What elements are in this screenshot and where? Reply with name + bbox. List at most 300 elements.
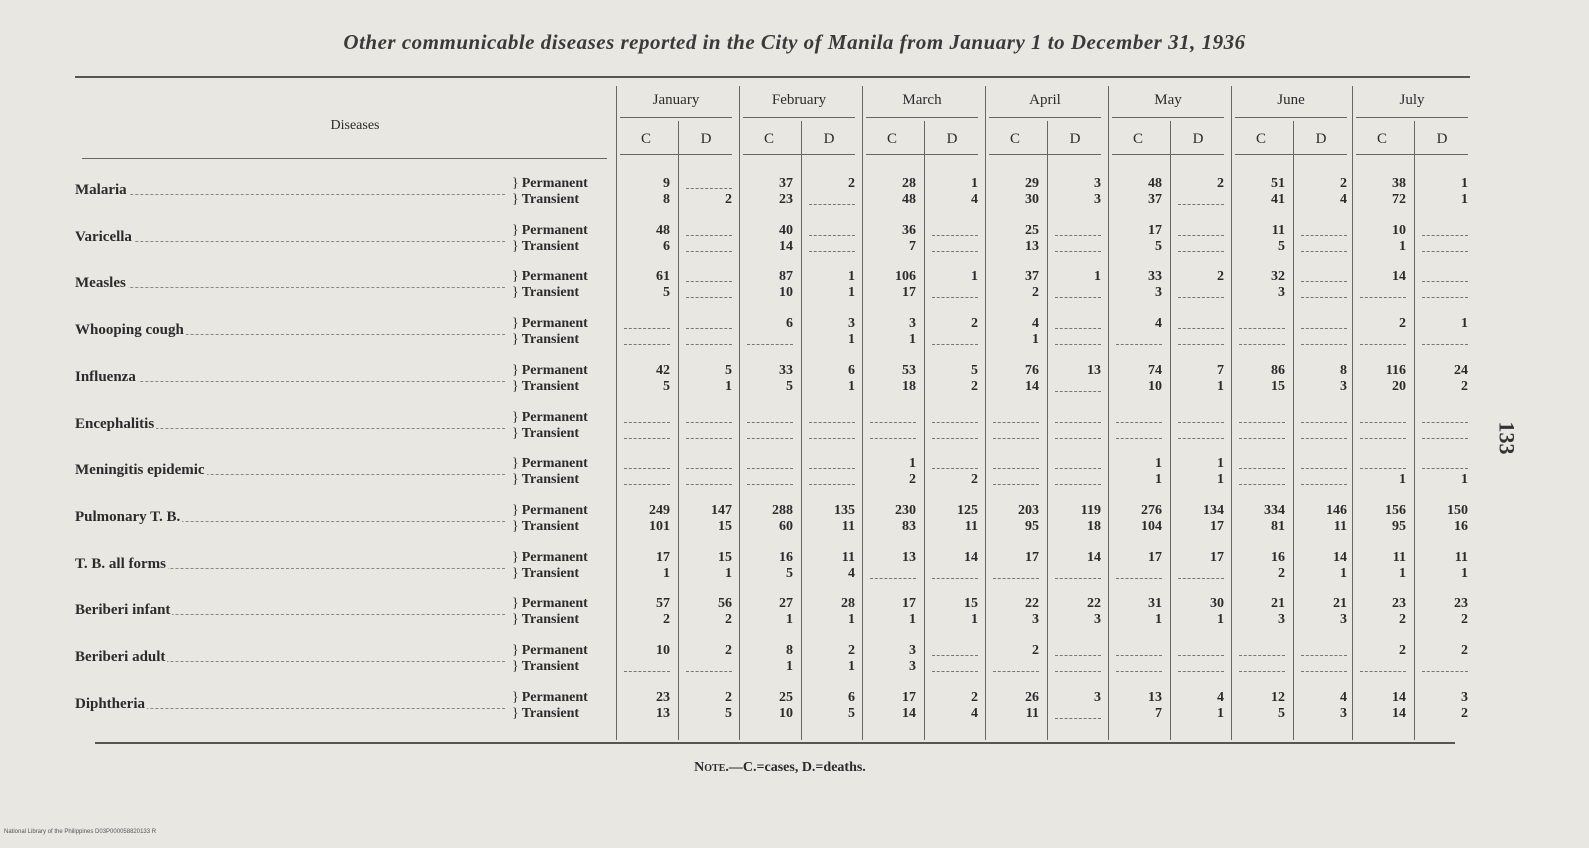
brace-mark: }: [512, 269, 519, 284]
empty-cell: [870, 578, 916, 579]
deaths-cell: 4: [848, 566, 855, 581]
disease-name-row: [75, 556, 505, 574]
deaths-cell: 3: [1094, 612, 1101, 627]
month-divider: [985, 86, 986, 740]
brace-mark: }: [512, 363, 519, 378]
cases-cell: 23: [656, 690, 670, 705]
dot-leader: [75, 182, 505, 200]
cases-cell: 17: [1025, 550, 1039, 565]
cases-cell: 1: [1032, 332, 1039, 347]
deaths-cell: 11: [964, 519, 978, 534]
deaths-cell: 1: [1217, 456, 1224, 471]
cases-cell: 57: [656, 596, 670, 611]
month-underline: [1112, 117, 1224, 118]
deaths-cell: 3: [1340, 612, 1347, 627]
type-label-transient: [512, 566, 579, 582]
type-label: Permanent: [521, 363, 588, 378]
empty-cell: [1422, 235, 1468, 236]
deaths-cell: 16: [1454, 519, 1468, 534]
leader-dots: [75, 241, 505, 242]
empty-cell: [624, 438, 670, 439]
deaths-cell: 56: [718, 596, 732, 611]
deaths-cell: 1: [971, 269, 978, 284]
deaths-cell: 1: [1461, 566, 1468, 581]
cases-cell: 5: [786, 379, 793, 394]
disease-name-row: [75, 649, 505, 667]
cases-cell: 3: [909, 659, 916, 674]
cases-cell: 10: [1392, 223, 1406, 238]
empty-cell: [1178, 235, 1224, 236]
empty-cell: [747, 422, 793, 423]
cases-cell: 1: [909, 332, 916, 347]
empty-cell: [993, 671, 1039, 672]
empty-cell: [1360, 344, 1406, 345]
empty-cell: [993, 468, 1039, 469]
empty-cell: [809, 484, 855, 485]
type-label-transient: [512, 332, 579, 348]
empty-cell: [1239, 655, 1285, 656]
deaths-cell: 4: [1340, 690, 1347, 705]
cases-cell: 74: [1148, 363, 1162, 378]
cases-cell: 72: [1392, 192, 1406, 207]
cases-cell: 6: [786, 316, 793, 331]
cd-divider: [1293, 121, 1294, 740]
library-footer: National Library of the Philippines D03P000058820133 R: [4, 829, 157, 835]
cases-cell: 5: [663, 285, 670, 300]
month-divider: [616, 86, 617, 740]
deaths-header: D: [1069, 131, 1081, 147]
empty-cell: [686, 188, 732, 189]
cases-cell: 1: [909, 612, 916, 627]
cases-cell: 104: [1141, 519, 1162, 534]
brace-mark: }: [512, 706, 519, 721]
type-label-transient: [512, 239, 579, 255]
brace-mark: }: [512, 239, 519, 254]
cd-divider: [1170, 121, 1171, 740]
deaths-cell: 15: [718, 550, 732, 565]
empty-cell: [686, 235, 732, 236]
empty-cell: [1178, 438, 1224, 439]
empty-cell: [1301, 468, 1347, 469]
type-label-transient: [512, 379, 579, 395]
cases-cell: 17: [902, 285, 916, 300]
empty-cell: [1360, 297, 1406, 298]
disease-name-row: [75, 182, 505, 200]
disease-name-row: [75, 229, 505, 247]
empty-cell: [1301, 655, 1347, 656]
deaths-cell: 2: [848, 176, 855, 191]
brace-mark: }: [512, 550, 519, 565]
deaths-cell: 135: [834, 503, 855, 518]
cases-cell: 60: [779, 519, 793, 534]
page-number: 133: [1494, 421, 1520, 455]
type-label-permanent: [512, 223, 588, 239]
bottom-rule: [95, 742, 1455, 744]
brace-mark: }: [512, 176, 519, 191]
deaths-cell: 14: [1087, 550, 1101, 565]
cases-cell: 156: [1385, 503, 1406, 518]
cases-cell: 37: [1025, 269, 1039, 284]
cases-cell: 83: [902, 519, 916, 534]
deaths-cell: 1: [1217, 379, 1224, 394]
deaths-cell: 11: [1333, 519, 1347, 534]
cases-cell: 17: [656, 550, 670, 565]
cd-underline: [1112, 154, 1224, 155]
type-label: Transient: [521, 239, 580, 254]
cases-cell: 25: [779, 690, 793, 705]
cases-cell: 18: [902, 379, 916, 394]
deaths-cell: 1: [848, 612, 855, 627]
empty-cell: [1301, 235, 1347, 236]
type-label: Permanent: [521, 550, 588, 565]
cases-cell: 3: [909, 643, 916, 658]
type-label-permanent: [512, 316, 588, 332]
cases-cell: 17: [902, 690, 916, 705]
cases-cell: 30: [1025, 192, 1039, 207]
deaths-cell: 2: [1340, 176, 1347, 191]
cases-cell: 3: [909, 316, 916, 331]
type-label: Transient: [521, 519, 580, 534]
empty-cell: [1422, 344, 1468, 345]
disease-label: Beriberi infant: [75, 602, 171, 618]
cases-cell: 3: [1278, 612, 1285, 627]
disease-name-row: [75, 416, 505, 434]
deaths-cell: 2: [971, 379, 978, 394]
empty-cell: [932, 438, 978, 439]
note-text: —C.=cases, D.=deaths.: [728, 760, 866, 775]
empty-cell: [1360, 671, 1406, 672]
cases-cell: 17: [902, 596, 916, 611]
brace-mark: }: [512, 426, 519, 441]
month-divider: [1231, 86, 1232, 740]
month-underline: [866, 117, 978, 118]
dot-leader: [75, 322, 505, 340]
empty-cell: [624, 671, 670, 672]
deaths-cell: 5: [725, 363, 732, 378]
empty-cell: [1301, 484, 1347, 485]
type-label: Transient: [521, 612, 580, 627]
cases-cell: 1: [786, 612, 793, 627]
top-rule: [75, 76, 1470, 78]
type-label: Transient: [521, 285, 580, 300]
cd-underline: [866, 154, 978, 155]
empty-cell: [1178, 671, 1224, 672]
brace-mark: }: [512, 410, 519, 425]
brace-mark: }: [512, 285, 519, 300]
empty-cell: [624, 422, 670, 423]
deaths-cell: 2: [1461, 379, 1468, 394]
empty-cell: [1301, 297, 1347, 298]
empty-cell: [1422, 468, 1468, 469]
brace-mark: }: [512, 690, 519, 705]
disease-name-row: [75, 696, 505, 714]
empty-cell: [686, 468, 732, 469]
empty-cell: [932, 344, 978, 345]
cases-cell: 17: [1148, 550, 1162, 565]
deaths-cell: 2: [725, 612, 732, 627]
deaths-cell: 1: [848, 269, 855, 284]
deaths-cell: 5: [725, 706, 732, 721]
month-header: April: [1029, 92, 1061, 108]
cases-cell: 8: [786, 643, 793, 658]
deaths-cell: 30: [1210, 596, 1224, 611]
empty-cell: [932, 578, 978, 579]
cases-cell: 17: [1148, 223, 1162, 238]
deaths-cell: 14: [1333, 550, 1347, 565]
type-label: Transient: [521, 566, 580, 581]
empty-cell: [747, 468, 793, 469]
cases-cell: 288: [772, 503, 793, 518]
month-divider: [1352, 86, 1353, 740]
empty-cell: [686, 281, 732, 282]
cases-cell: 249: [649, 503, 670, 518]
cases-cell: 334: [1264, 503, 1285, 518]
disease-name-row: [75, 322, 505, 340]
empty-cell: [809, 235, 855, 236]
cases-cell: 2: [1032, 643, 1039, 658]
empty-cell: [1055, 297, 1101, 298]
type-label: Transient: [521, 192, 580, 207]
deaths-cell: 1: [971, 176, 978, 191]
dot-leader: [75, 556, 505, 574]
cases-cell: 14: [779, 239, 793, 254]
deaths-cell: 2: [848, 643, 855, 658]
month-underline: [620, 117, 732, 118]
cases-header: C: [1255, 131, 1266, 147]
cases-cell: 5: [1278, 239, 1285, 254]
deaths-cell: 17: [1210, 519, 1224, 534]
brace-mark: }: [512, 566, 519, 581]
disease-label: Diphtheria: [75, 696, 146, 712]
cases-cell: 12: [1271, 690, 1285, 705]
cd-underline: [1235, 154, 1347, 155]
cases-cell: 2: [1399, 316, 1406, 331]
cd-underline: [1356, 154, 1468, 155]
empty-cell: [1301, 438, 1347, 439]
brace-mark: }: [512, 379, 519, 394]
cases-cell: 2: [663, 612, 670, 627]
cases-cell: 2: [1399, 643, 1406, 658]
month-underline: [989, 117, 1101, 118]
deaths-cell: 1: [1461, 176, 1468, 191]
deaths-cell: 146: [1326, 503, 1347, 518]
cases-cell: 33: [1148, 269, 1162, 284]
cases-cell: 3: [1278, 285, 1285, 300]
month-header: July: [1399, 92, 1425, 108]
disease-label: Encephalitis: [75, 416, 155, 432]
empty-cell: [932, 422, 978, 423]
deaths-cell: 2: [1461, 643, 1468, 658]
cases-cell: 29: [1025, 176, 1039, 191]
type-label-transient: [512, 426, 579, 442]
brace-mark: }: [512, 612, 519, 627]
cases-cell: 101: [649, 519, 670, 534]
empty-cell: [1239, 422, 1285, 423]
cases-header: C: [886, 131, 897, 147]
cases-cell: 28: [902, 176, 916, 191]
type-label: Permanent: [521, 410, 588, 425]
empty-cell: [932, 235, 978, 236]
cases-cell: 36: [902, 223, 916, 238]
deaths-header: D: [823, 131, 835, 147]
cases-cell: 27: [779, 596, 793, 611]
empty-cell: [686, 297, 732, 298]
type-label: Permanent: [521, 643, 588, 658]
empty-cell: [932, 297, 978, 298]
empty-cell: [1055, 484, 1101, 485]
empty-cell: [1239, 484, 1285, 485]
type-label-transient: [512, 472, 579, 488]
disease-label: Pulmonary T. B.: [75, 509, 181, 525]
empty-cell: [686, 344, 732, 345]
cd-divider: [1047, 121, 1048, 740]
empty-cell: [1055, 391, 1101, 392]
cases-cell: 1: [786, 659, 793, 674]
type-label: Permanent: [521, 223, 588, 238]
empty-cell: [1116, 422, 1162, 423]
deaths-cell: 1: [1217, 706, 1224, 721]
empty-cell: [747, 344, 793, 345]
cases-cell: 95: [1025, 519, 1039, 534]
disease-label: Varicella: [75, 229, 132, 245]
brace-mark: }: [512, 316, 519, 331]
deaths-cell: 1: [1094, 269, 1101, 284]
empty-cell: [1116, 578, 1162, 579]
type-label-transient: [512, 519, 579, 535]
empty-cell: [1301, 251, 1347, 252]
disease-label: Influenza: [75, 369, 136, 385]
deaths-cell: 3: [1094, 176, 1101, 191]
disease-name-row: [75, 462, 505, 480]
deaths-cell: 15: [718, 519, 732, 534]
empty-cell: [1422, 671, 1468, 672]
diseases-column-header: Diseases: [330, 118, 380, 133]
cases-cell: 13: [1025, 239, 1039, 254]
type-label-transient: [512, 706, 579, 722]
cases-cell: 31: [1148, 596, 1162, 611]
disease-name-row: [75, 275, 505, 293]
empty-cell: [1422, 438, 1468, 439]
type-label: Permanent: [521, 456, 588, 471]
cases-cell: 53: [902, 363, 916, 378]
cases-cell: 10: [779, 285, 793, 300]
brace-mark: }: [512, 596, 519, 611]
empty-cell: [809, 468, 855, 469]
deaths-cell: 11: [841, 519, 855, 534]
type-label: Transient: [521, 706, 580, 721]
deaths-cell: 2: [725, 192, 732, 207]
cases-cell: 86: [1271, 363, 1285, 378]
disease-label: Measles: [75, 275, 126, 291]
empty-cell: [747, 438, 793, 439]
deaths-cell: 3: [848, 316, 855, 331]
deaths-cell: 1: [1461, 316, 1468, 331]
type-label-permanent: [512, 269, 588, 285]
deaths-cell: 5: [971, 363, 978, 378]
deaths-cell: 3: [1094, 690, 1101, 705]
cases-cell: 3: [1032, 612, 1039, 627]
cases-cell: 5: [1155, 239, 1162, 254]
deaths-cell: 1: [725, 566, 732, 581]
empty-cell: [686, 251, 732, 252]
brace-mark: }: [512, 519, 519, 534]
deaths-cell: 2: [971, 690, 978, 705]
cd-underline: [989, 154, 1101, 155]
empty-cell: [1360, 438, 1406, 439]
empty-cell: [1055, 344, 1101, 345]
cd-divider: [924, 121, 925, 740]
cases-cell: 11: [1271, 223, 1285, 238]
cases-cell: 1: [1155, 472, 1162, 487]
deaths-cell: 18: [1087, 519, 1101, 534]
empty-cell: [993, 484, 1039, 485]
cases-cell: 8: [663, 192, 670, 207]
empty-cell: [993, 438, 1039, 439]
deaths-header: D: [1436, 131, 1448, 147]
empty-cell: [747, 484, 793, 485]
deaths-cell: 119: [1080, 503, 1101, 518]
empty-cell: [1422, 297, 1468, 298]
cases-cell: 1: [1399, 566, 1406, 581]
empty-cell: [870, 438, 916, 439]
month-header: March: [902, 92, 942, 108]
empty-cell: [993, 578, 1039, 579]
brace-mark: }: [512, 472, 519, 487]
cases-cell: 4: [1155, 316, 1162, 331]
type-label-permanent: [512, 690, 588, 706]
deaths-cell: 1: [1217, 612, 1224, 627]
empty-cell: [624, 468, 670, 469]
empty-cell: [1178, 422, 1224, 423]
deaths-cell: 15: [964, 596, 978, 611]
cases-cell: 1: [663, 566, 670, 581]
deaths-cell: 3: [1461, 690, 1468, 705]
empty-cell: [1178, 578, 1224, 579]
type-label-permanent: [512, 410, 588, 426]
empty-cell: [1116, 655, 1162, 656]
deaths-cell: 6: [848, 690, 855, 705]
cases-cell: 25: [1025, 223, 1039, 238]
deaths-cell: 17: [1210, 550, 1224, 565]
type-label: Permanent: [521, 269, 588, 284]
cases-cell: 37: [1148, 192, 1162, 207]
deaths-cell: 5: [848, 706, 855, 721]
cases-cell: 10: [1148, 379, 1162, 394]
cases-cell: 40: [779, 223, 793, 238]
cases-cell: 16: [779, 550, 793, 565]
deaths-cell: 24: [1454, 363, 1468, 378]
deaths-header: D: [1315, 131, 1327, 147]
type-label-transient: [512, 659, 579, 675]
deaths-cell: 1: [1461, 472, 1468, 487]
empty-cell: [686, 422, 732, 423]
empty-cell: [870, 422, 916, 423]
deaths-cell: 4: [1217, 690, 1224, 705]
empty-cell: [1360, 468, 1406, 469]
disease-label: Meningitis epidemic: [75, 462, 205, 478]
empty-cell: [993, 422, 1039, 423]
empty-cell: [1055, 328, 1101, 329]
month-header: May: [1154, 92, 1182, 108]
dot-leader: [75, 416, 505, 434]
empty-cell: [1055, 468, 1101, 469]
deaths-cell: 2: [725, 643, 732, 658]
empty-cell: [1116, 671, 1162, 672]
deaths-header: D: [1192, 131, 1204, 147]
cases-cell: 5: [786, 566, 793, 581]
cases-cell: 5: [1278, 706, 1285, 721]
deaths-cell: 1: [1340, 566, 1347, 581]
